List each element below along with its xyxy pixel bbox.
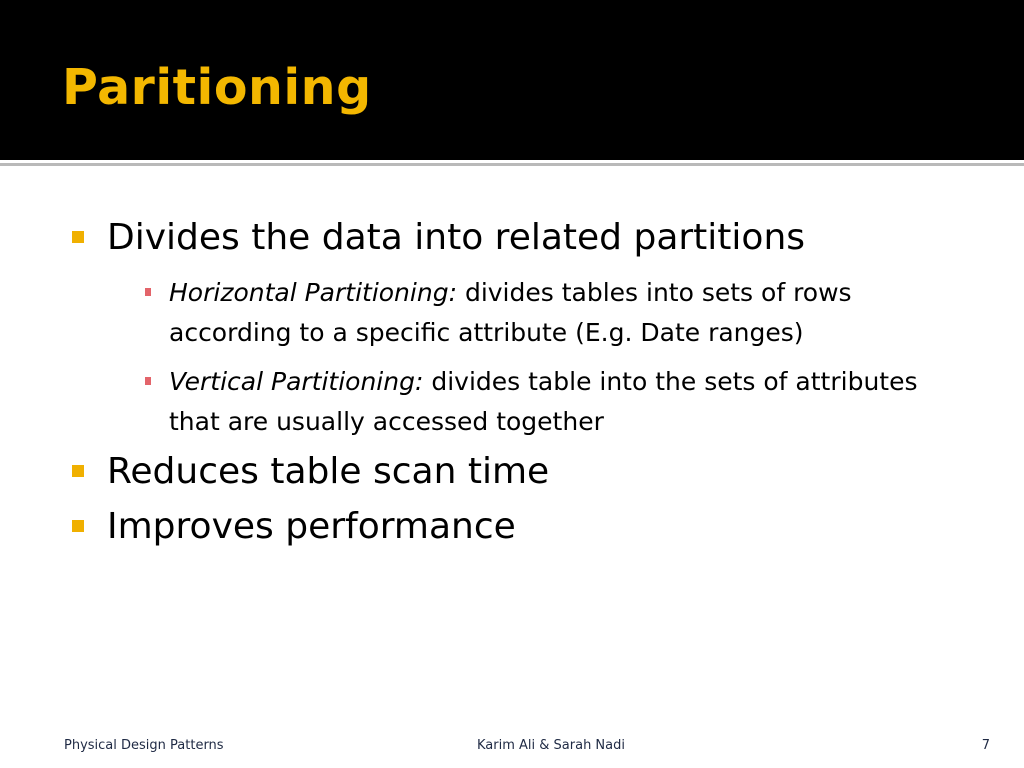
sub-bullet-body: divides tables into sets of rows according to a specific attribute (E.g. Date ranges) bbox=[169, 278, 852, 347]
sub-bullet-text bbox=[169, 273, 939, 353]
footer-authors: Karim Ali & Sarah Nadi bbox=[477, 738, 625, 753]
sub-bullet-body: divides table into the sets of attributes that are usually accessed together bbox=[169, 367, 918, 436]
title-divider-gray bbox=[0, 163, 1024, 166]
footer-presentation-title: Physical Design Patterns bbox=[64, 738, 224, 753]
slide-title: Paritioning bbox=[62, 59, 372, 116]
sub-bullet-lead: Vertical Partitioning: bbox=[169, 367, 424, 396]
slide-number: 7 bbox=[981, 738, 990, 753]
small-square-bullet-icon bbox=[145, 377, 151, 385]
bullet-text: Reduces table scan time bbox=[107, 451, 550, 492]
square-bullet-icon bbox=[72, 231, 84, 243]
bullet-text: Divides the data into related partitions bbox=[107, 217, 806, 258]
square-bullet-icon bbox=[72, 520, 84, 532]
title-bar bbox=[0, 0, 1024, 160]
sub-bullet-lead: Horizontal Partitioning: bbox=[169, 278, 457, 307]
sub-bullet-text bbox=[169, 362, 939, 442]
bullet-text: Improves performance bbox=[107, 506, 516, 547]
square-bullet-icon bbox=[72, 465, 84, 477]
small-square-bullet-icon bbox=[145, 288, 151, 296]
